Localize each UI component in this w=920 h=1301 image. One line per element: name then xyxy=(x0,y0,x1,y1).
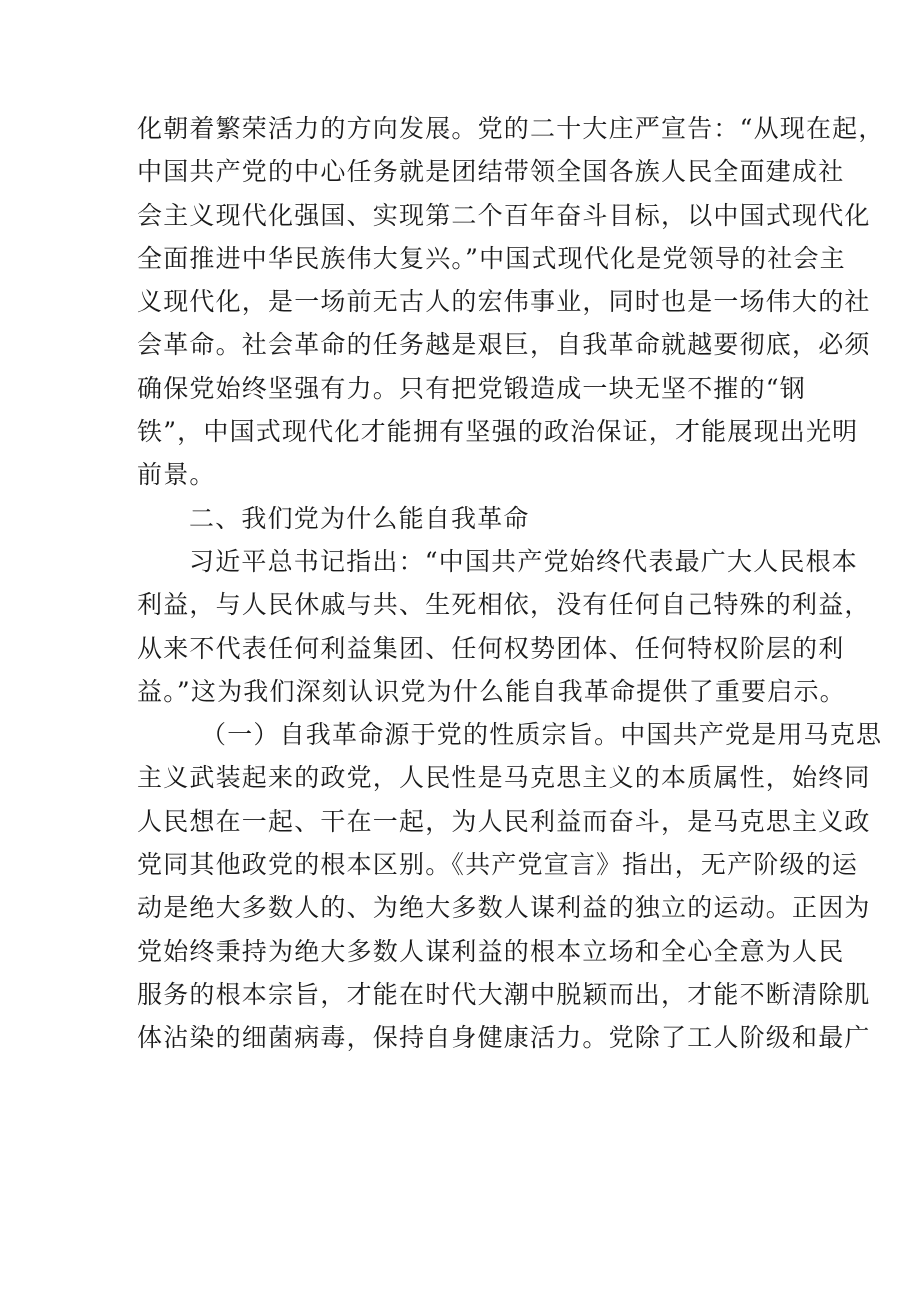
paragraph-line: 益。”这为我们深刻认识党为什么能自我革命提供了重要启示。 xyxy=(137,676,846,706)
paragraph-line: （一）自我革命源于党的性质宗旨。中国共产党是用马克思 xyxy=(201,720,883,750)
paragraph-line: 铁”，中国式现代化才能拥有坚强的政治保证，才能展现出光明 xyxy=(137,417,859,447)
paragraph-line: 体沾染的细菌病毒，保持自身健康活力。党除了工人阶级和最广 xyxy=(137,1023,871,1053)
paragraph-line: 全面推进中华民族伟大复兴。”中国式现代化是党领导的社会主 xyxy=(137,243,846,273)
paragraph-line: 确保党始终坚强有力。只有把党锻造成一块无坚不摧的“钢 xyxy=(137,373,806,403)
paragraph-3 xyxy=(137,713,883,1059)
paragraph-line: 习近平总书记指出：“中国共产党始终代表最广大人民根本 xyxy=(189,546,858,576)
paragraph-line: 动是绝大多数人的、为绝大多数人谋利益的独立的运动。正因为 xyxy=(137,893,871,923)
section-heading: 二、我们党为什么能自我革命 xyxy=(189,503,530,533)
paragraph-line: 党始终秉持为绝大多数人谋利益的根本立场和全心全意为人民 xyxy=(137,936,845,966)
paragraph-2 xyxy=(137,540,871,713)
paragraph-line: 化朝着繁荣活力的方向发展。党的二十大庄严宣告：“从现在起， xyxy=(137,114,885,143)
paragraph-line: 会主义现代化强国、实现第二个百年奋斗目标，以中国式现代化 xyxy=(137,200,871,230)
paragraph-1 xyxy=(137,107,885,497)
paragraph-line: 义现代化，是一场前无古人的宏伟事业，同时也是一场伟大的社 xyxy=(137,287,871,317)
paragraph-line: 中国共产党的中心任务就是团结带领全国各族人民全面建成社 xyxy=(137,157,845,187)
paragraph-line: 利益，与人民休戚与共、生死相依，没有任何自己特殊的利益， xyxy=(137,590,871,620)
paragraph-line: 服务的根本宗旨，才能在时代大潮中脱颖而出，才能不断清除肌 xyxy=(137,979,871,1009)
paragraph-line: 党同其他政党的根本区别。《共产党宣言》指出，无产阶级的运 xyxy=(137,850,859,880)
paragraph-line: 主义武装起来的政党，人民性是马克思主义的本质属性，始终同 xyxy=(137,763,871,793)
paragraph-line: 会革命。社会革命的任务越是艰巨，自我革命就越要彻底，必须 xyxy=(137,330,871,360)
paragraph-line: 从来不代表任何利益集团、任何权势团体、任何特权阶层的利 xyxy=(137,633,845,663)
document-body xyxy=(137,107,885,1060)
paragraph-line: 前景。 xyxy=(137,460,216,490)
paragraph-line: 人民想在一起、干在一起，为人民利益而奋斗，是马克思主义政 xyxy=(137,806,871,836)
